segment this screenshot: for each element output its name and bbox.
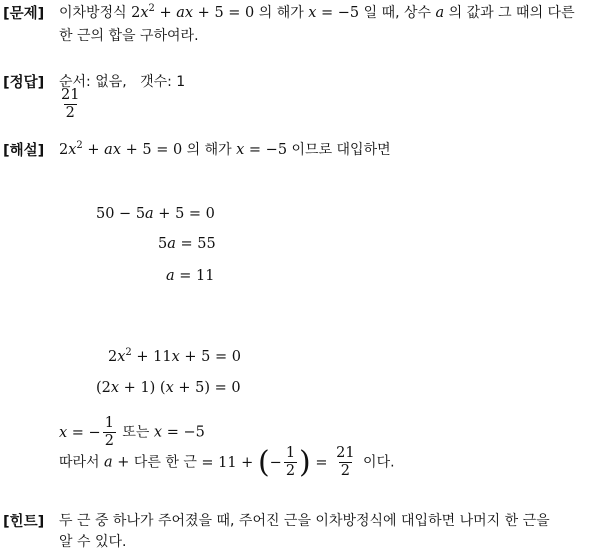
hint-line-1: 두 근 중 하나가 주어졌을 때, 주어진 근을 이차방정식에 대입하면 나머지 한 근을 xyxy=(59,513,550,529)
step-eq-2: 5a = 55 xyxy=(158,236,216,252)
solution-text-1: 의 해가 xyxy=(186,142,232,158)
problem-equation: $2x^2$ + ax + 5 = 0 xyxy=(131,3,255,21)
or-text: 또는 xyxy=(122,424,150,441)
hint-label: [힌트] xyxy=(3,514,45,530)
solution-line-1 xyxy=(59,139,391,159)
problem-root: x = −5 xyxy=(308,5,360,21)
problem-text-2: 의 해가 xyxy=(258,5,304,21)
step-eq-1: 50 − 5a + 5 = 0 xyxy=(96,206,215,222)
conclusion-line xyxy=(59,446,395,479)
step-eq-5: (2x + 1) (x + 5) = 0 xyxy=(96,380,241,396)
conclusion-a: a + xyxy=(104,454,130,471)
solution-equation: $2x^2$ + ax + 5 = 0 xyxy=(59,140,183,158)
so-text: 따라서 xyxy=(59,454,100,471)
step-eq-4: $2x^2 + 11x + 5 = 0$ xyxy=(108,347,241,365)
problem-line-2: 한 근의 합을 구하여라. xyxy=(59,28,199,44)
solution-text-2: 이므로 대입하면 xyxy=(291,142,391,158)
answer-order: 순서: 없음, xyxy=(59,74,127,90)
problem-text-4: 의 값과 그 때의 다른 xyxy=(448,5,575,21)
answer-count: 갯수: 1 xyxy=(140,74,186,90)
sum-text: 다른 한 근 xyxy=(133,454,197,471)
solution-root: x = −5 xyxy=(236,142,288,158)
answer-label: [정답] xyxy=(3,75,45,91)
conclusion-expression: = 11 + (− $\frac{1}{2}$ ) = $\frac{21}{2}$ xyxy=(201,444,355,480)
root-2: x = −5 xyxy=(153,424,205,441)
problem-text-1: 이차방정식 xyxy=(59,5,127,21)
problem-text-3: 일 때, 상수 xyxy=(363,5,432,21)
root-1: x = − $\frac{1}{2}$ xyxy=(59,415,114,450)
problem-line-1 xyxy=(59,2,575,22)
problem-var-a: a xyxy=(435,5,445,21)
problem-label: [문제] xyxy=(3,6,45,22)
step-eq-3: a = 11 xyxy=(166,268,215,284)
solution-label: [해설] xyxy=(3,143,45,159)
answer-fraction: $\frac{21}{2}$ xyxy=(61,87,80,122)
roots-line xyxy=(59,416,205,449)
hint-line-2: 알 수 있다. xyxy=(59,534,127,550)
end-text: 이다. xyxy=(363,454,395,471)
